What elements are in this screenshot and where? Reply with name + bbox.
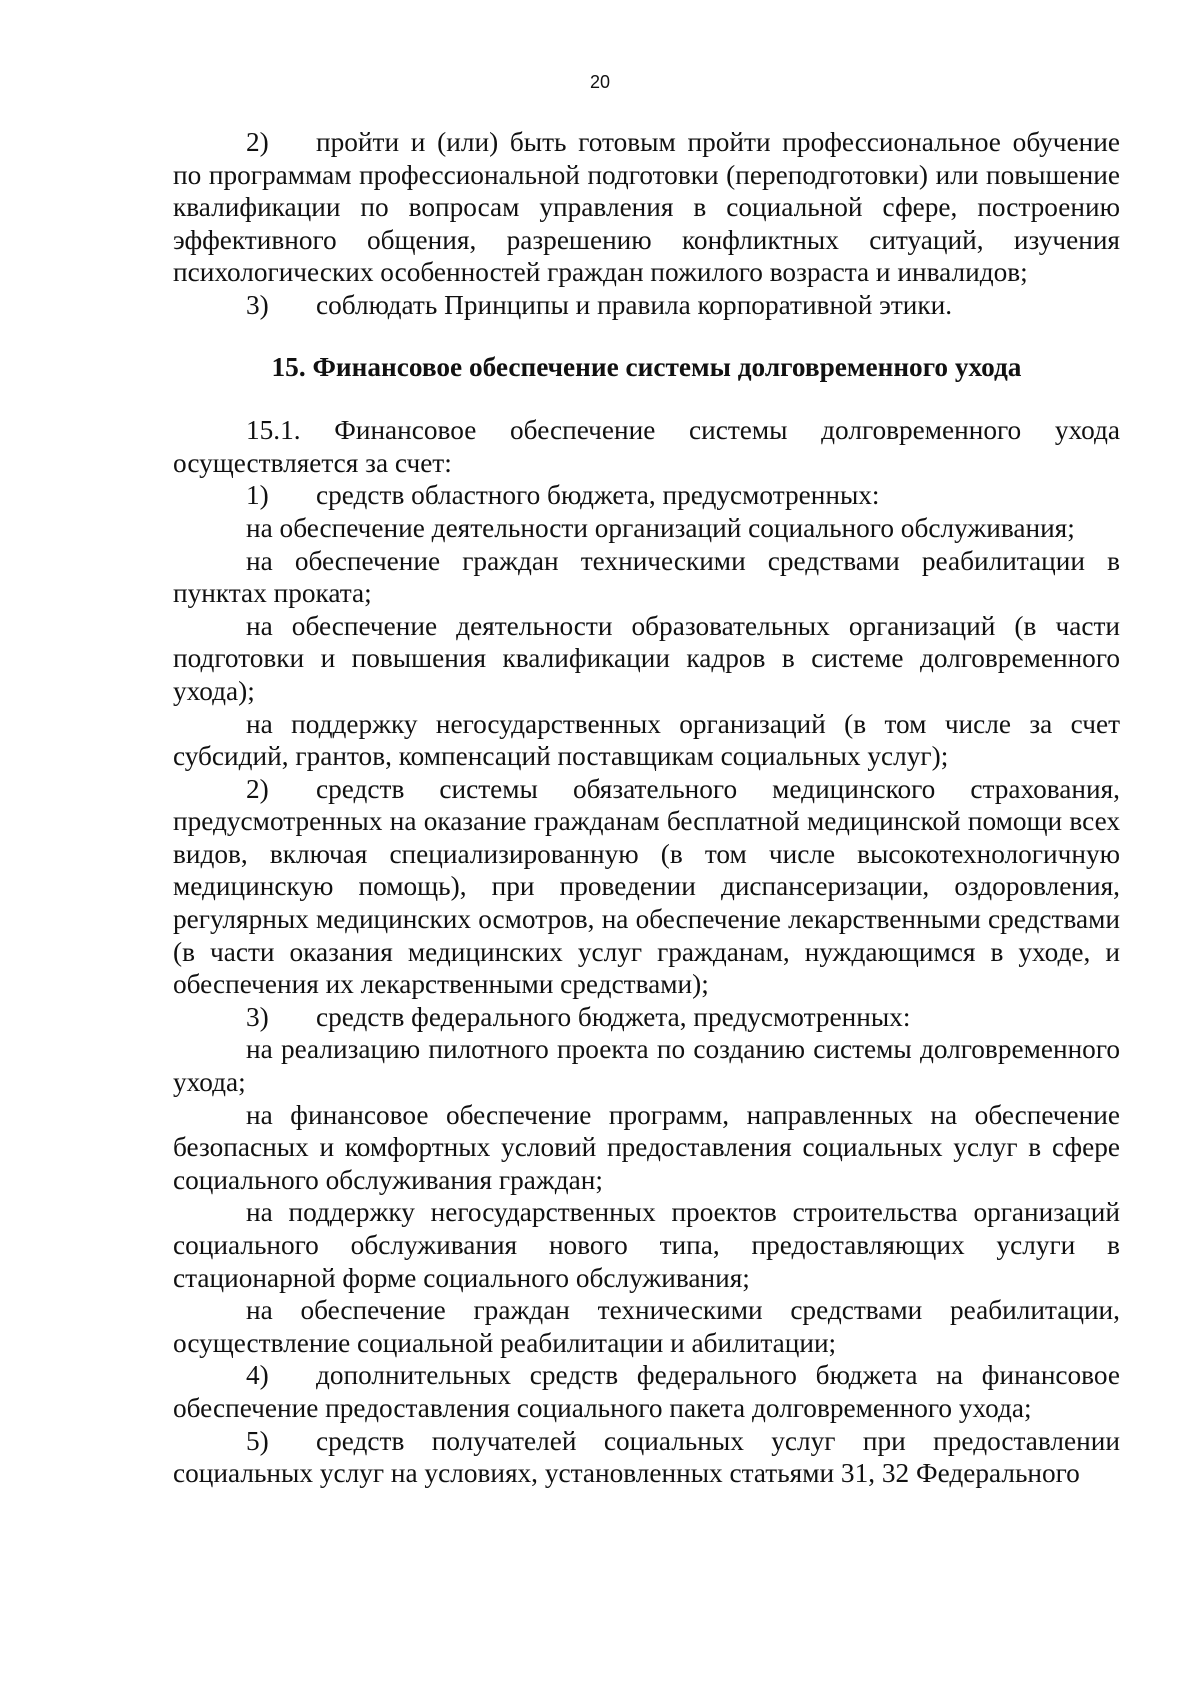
sub-paragraph: на поддержку негосударственных проектов строительства организаций социального обслуживания нового типа, предоставляющих услуги в стационарной форме социального обслуживания; [173,1197,1120,1293]
list-item-number: 3) [246,1001,269,1032]
section-heading: 15. Финансовое обеспечение системы долговременного ухода [271,351,1022,382]
document-body [173,126,1120,1490]
list-item-number: 2) [246,773,269,804]
list-item [173,126,1120,289]
list-item-number: 4) [246,1360,269,1391]
list-item [173,773,1120,1001]
list-item-text: средств получателей социальных услуг при предоставлении социальных услуг на условиях, установленных статьями 31, 32 Федерального [173,1425,1120,1489]
list-item-text: пройти и (или) быть готовым пройти профессиональное обучение по программам профессиональной подготовки (переподготовки) или повышение квалификации по вопросам управления в социальной сфере, построению эффективного общения, разрешению конфликтных ситуаций, изучения психологических особенностей граждан пожилого возраста и инвалидов; [173,127,1120,288]
sub-paragraph: на обеспечение деятельности организаций социального обслуживания; [246,512,1075,543]
list-item [173,289,1120,322]
list-item-text: средств федерального бюджета, предусмотренных: [316,1001,911,1032]
list-item [173,479,1120,512]
list-item-text: дополнительных средств федерального бюджета на финансовое обеспечение предоставления социального пакета долговременного ухода; [173,1360,1120,1423]
sub-paragraph: на обеспечение деятельности образовательных организаций (в части подготовки и повышения квалификации кадров в системе долговременного ухода); [173,610,1120,706]
sub-paragraph: на поддержку негосударственных организаций (в том числе за счет субсидий, грантов, компенсаций поставщикам социальных услуг); [173,708,1120,772]
list-item-number: 1) [246,480,269,511]
sub-paragraph: на финансовое обеспечение программ, направленных на обеспечение безопасных и комфортных условий предоставления социальных услуг в сфере социального обслуживания граждан; [173,1099,1120,1195]
list-item-number: 3) [246,289,269,320]
sub-paragraph: на обеспечение граждан техническими средствами реабилитации в пунктах проката; [173,545,1120,609]
intro-paragraph: 15.1. Финансовое обеспечение системы долговременного ухода осуществляется за счет: [173,415,1120,478]
list-item-number: 5) [246,1425,269,1456]
sub-paragraph: на реализацию пилотного проекта по созданию системы долговременного ухода; [173,1034,1120,1098]
list-item-text: средств областного бюджета, предусмотренных: [316,480,880,511]
list-item-text: средств системы обязательного медицинского страхования, предусмотренных на оказание гражданам бесплатной медицинской помощи всех видов, включая специализированную (в том числе высокотехнологичную медицинскую помощь), при проведении диспансеризации, оздоровления, регулярных медицинских осмотров, на обеспечение лекарственными средствами (в части оказания медицинских услуг гражданам, нуждающимся в уходе, и обеспечения их лекарственными средствами); [173,773,1120,1000]
list-item [173,1001,1120,1034]
page-number: 20 [589,72,611,92]
list-item [173,1359,1120,1424]
list-item-text: соблюдать Принципы и правила корпоративной этики. [316,289,953,320]
list-item-number: 2) [246,127,269,157]
list-item [173,1425,1120,1490]
sub-paragraph: на обеспечение граждан техническими средствами реабилитации, осуществление социальной реабилитации и абилитации; [173,1295,1120,1358]
